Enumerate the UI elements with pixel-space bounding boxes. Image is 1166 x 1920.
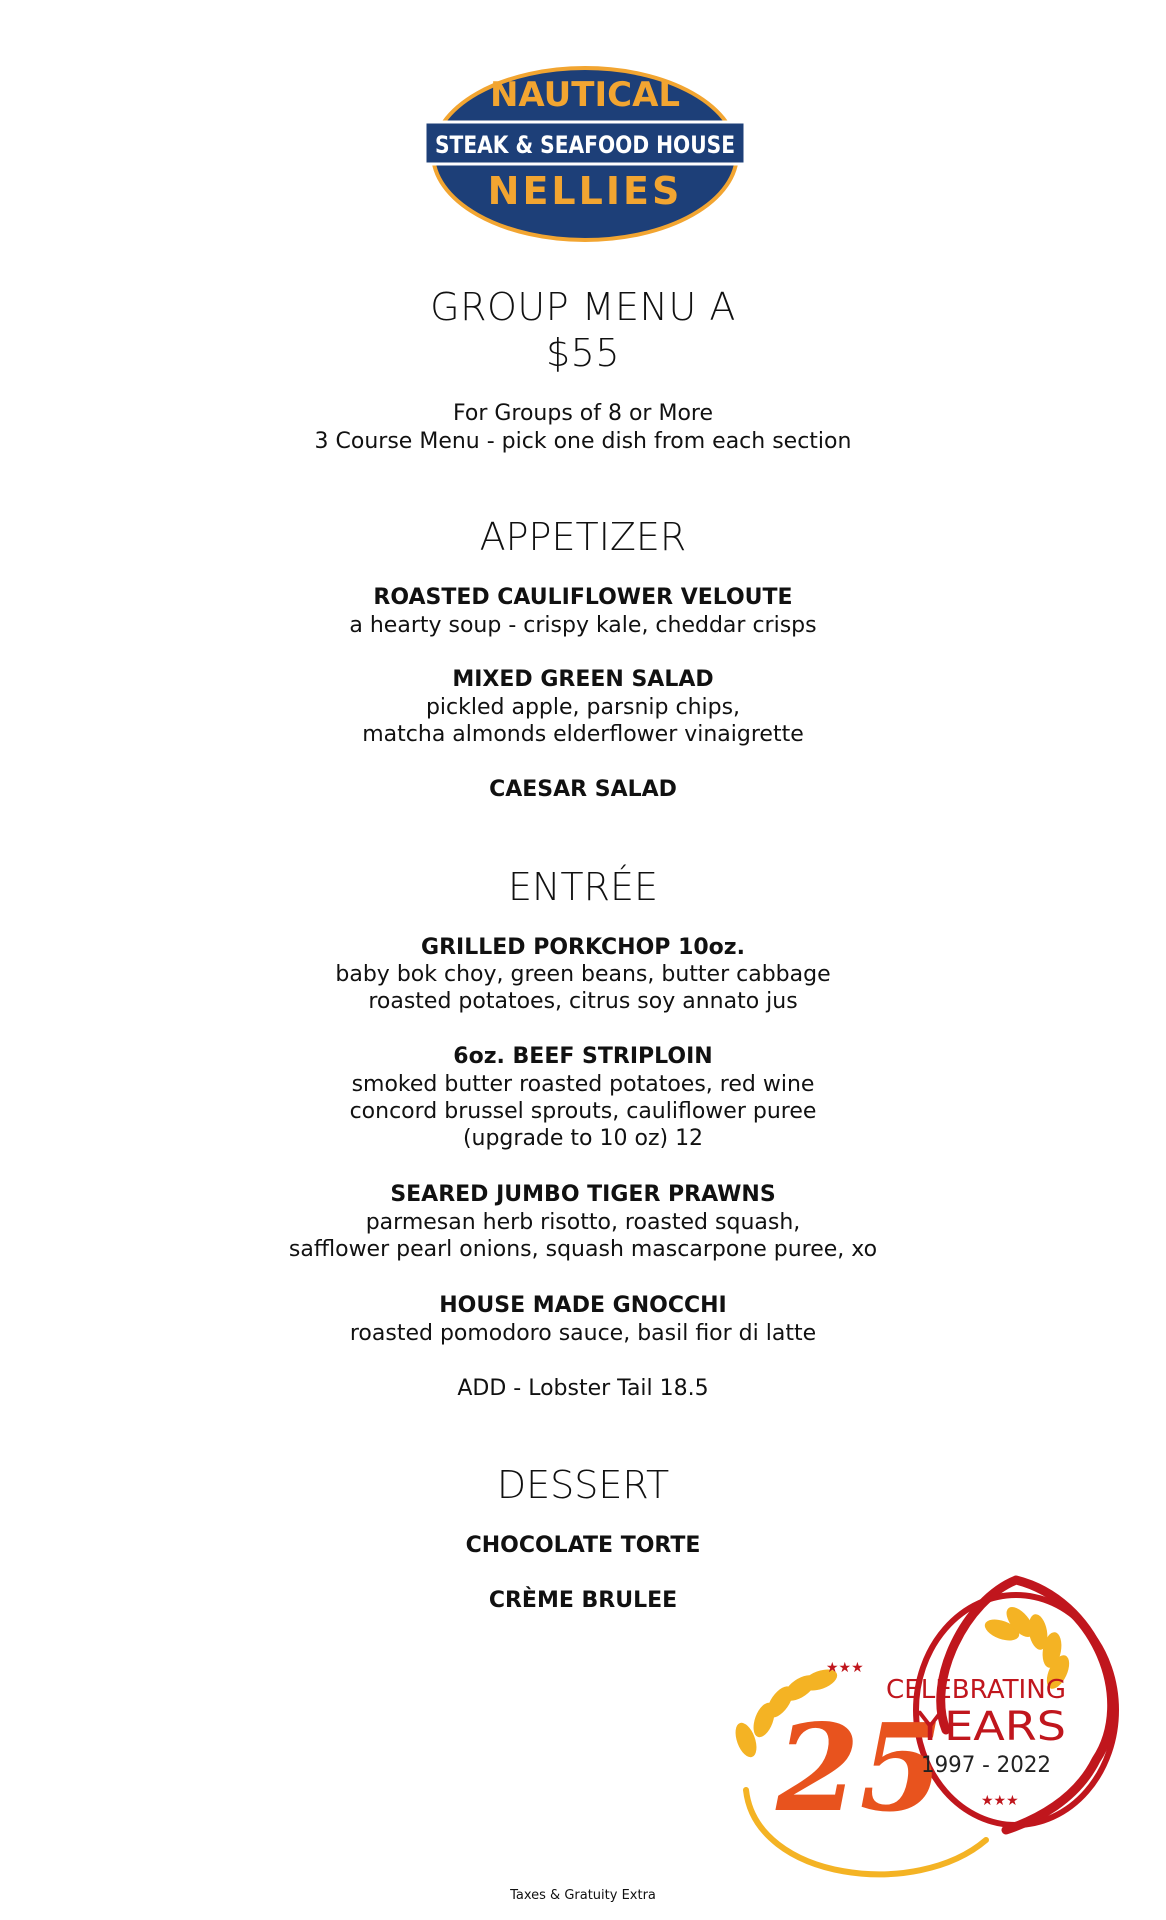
dish-name: CHOCOLATE TORTE <box>465 1533 701 1558</box>
dish-description: concord brussel sprouts, cauliflower puree <box>349 1099 817 1124</box>
dish-description: baby bok choy, green beans, butter cabbage <box>335 962 831 987</box>
logo-bottom-text: NELLIES <box>487 169 683 213</box>
entree-heading: ENTRÉE <box>507 865 659 909</box>
dish-name: 6oz. BEEF STRIPLOIN <box>453 1044 713 1069</box>
dish-name: GRILLED PORKCHOP 10oz. <box>421 935 745 960</box>
logo-top-text: NAUTICAL <box>489 75 681 115</box>
nellies-logo <box>425 64 745 244</box>
footer-note: Taxes & Gratuity Extra <box>510 1888 656 1903</box>
dish-name: CAESAR SALAD <box>489 777 677 802</box>
stars-icon: ★★★ <box>981 1793 1019 1809</box>
dish-name: CRÈME BRULEE <box>488 1588 678 1613</box>
intro-line-2: 3 Course Menu - pick one dish from each section <box>314 429 852 454</box>
dish-name: HOUSE MADE GNOCCHI <box>439 1293 727 1318</box>
badge-number: 25 <box>776 1698 943 1839</box>
dish-description: smoked butter roasted potatoes, red wine <box>351 1072 815 1097</box>
badge-years: YEARS <box>914 1704 1066 1750</box>
anniversary-badge <box>716 1560 1136 1900</box>
menu-price: $55 <box>545 331 621 375</box>
dish-description: roasted potatoes, citrus soy annato jus <box>368 989 798 1014</box>
intro-line-1: For Groups of 8 or More <box>452 401 714 426</box>
stars-icon: ★★★ <box>826 1660 864 1676</box>
badge-celebrating: CELEBRATING <box>886 1675 1066 1705</box>
dish-description: safflower pearl onions, squash mascarpone puree, xo <box>288 1237 878 1262</box>
dish-name: ROASTED CAULIFLOWER VELOUTE <box>373 585 793 610</box>
dish-description: pickled apple, parsnip chips, <box>425 695 741 720</box>
dish-description: (upgrade to 10 oz) 12 <box>462 1126 704 1151</box>
appetizer-heading: APPETIZER <box>479 515 687 559</box>
dish-description: a hearty soup - crispy kale, cheddar crisps <box>349 613 817 638</box>
dessert-heading: DESSERT <box>496 1463 670 1507</box>
dish-name: MIXED GREEN SALAD <box>452 667 714 692</box>
dish-description: matcha almonds elderflower vinaigrette <box>362 722 804 747</box>
logo-band-text: STEAK & SEAFOOD HOUSE <box>435 131 735 159</box>
dish-name: SEARED JUMBO TIGER PRAWNS <box>390 1182 776 1207</box>
menu-title: GROUP MENU A <box>430 285 736 329</box>
dish-description: roasted pomodoro sauce, basil fior di latte <box>349 1321 817 1346</box>
badge-year-range: 1997 - 2022 <box>921 1753 1051 1778</box>
lobster-addon: ADD - Lobster Tail 18.5 <box>457 1376 709 1401</box>
dish-description: parmesan herb risotto, roasted squash, <box>365 1210 801 1235</box>
